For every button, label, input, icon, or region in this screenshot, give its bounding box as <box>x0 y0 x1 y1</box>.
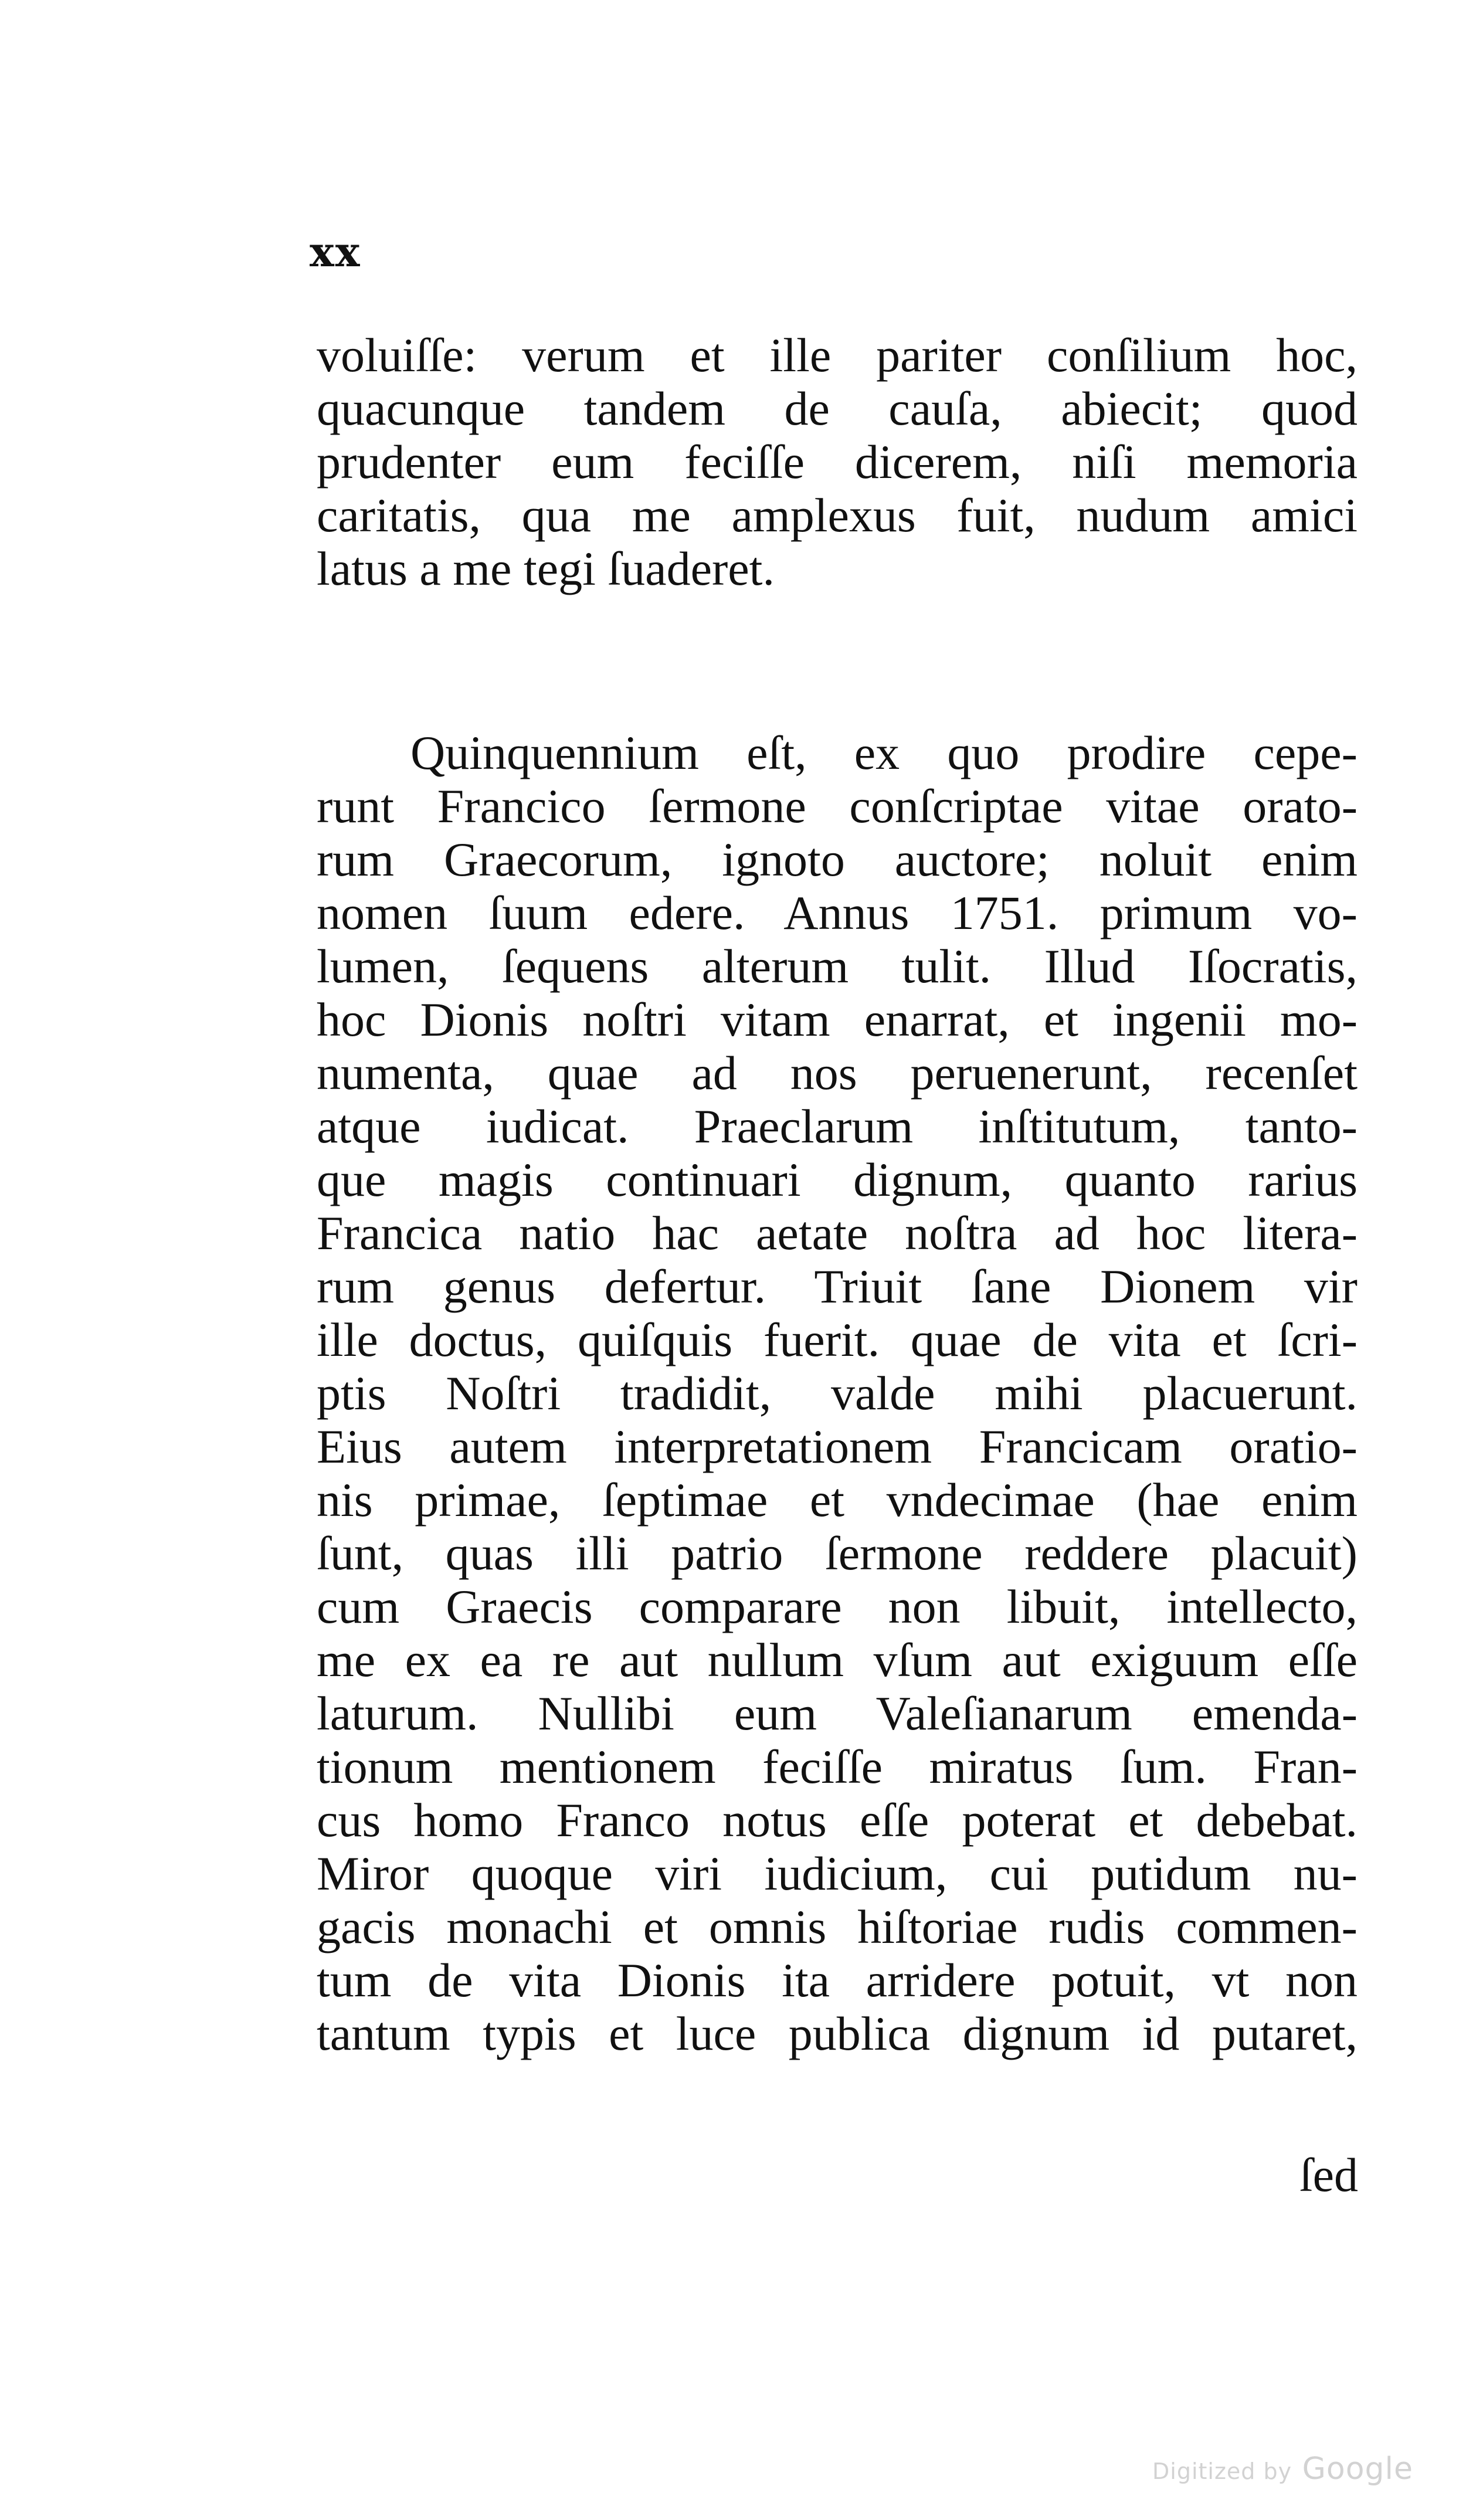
text-line: rum Graecorum, ignoto auctore; noluit enim <box>317 833 1358 886</box>
text-line: voluiſſe: verum et ille pariter conſilium hoc, <box>317 328 1358 382</box>
digitized-watermark <box>1152 2451 1413 2487</box>
text-line: nis primae, ſeptimae et vndecimae (hae enim <box>317 1473 1358 1527</box>
text-line: latus a me tegi ſuaderet. <box>317 542 775 595</box>
text-line: runt Francico ſermone conſcriptae vitae orato- <box>317 779 1358 833</box>
text-line: ille doctus, quiſquis fuerit. quae de vita et ſcri- <box>317 1313 1358 1366</box>
text-line: quacunque tandem de cauſa, abiecit; quod <box>317 382 1358 435</box>
page-number: xx <box>310 228 361 276</box>
text-line: Quinquennium eſt, ex quo prodire cepe- <box>410 726 1358 779</box>
catchword: ſed <box>1299 2148 1358 2202</box>
paragraph-2 <box>317 726 1358 2060</box>
text-line: caritatis, qua me amplexus fuit, nudum amici <box>317 489 1358 542</box>
text-line: me ex ea re aut nullum vſum aut exiguum eſſe <box>317 1633 1358 1687</box>
text-line: ptis Noſtri tradidit, valde mihi placuerunt. <box>317 1366 1358 1420</box>
text-line: tionum mentionem feciſſe miratus ſum. Fran- <box>317 1740 1358 1793</box>
text-line: que magis continuari dignum, quanto rarius <box>317 1153 1358 1206</box>
text-line: Miror quoque viri iudicium, cui putidum nu- <box>317 1847 1358 1900</box>
text-line: laturum. Nullibi eum Valeſianarum emenda- <box>317 1687 1358 1740</box>
text-line: Francica natio hac aetate noſtra ad hoc litera- <box>317 1206 1358 1260</box>
watermark-brand: Google <box>1302 2451 1413 2487</box>
watermark-prefix: Digitized by <box>1152 2458 1292 2484</box>
text-line: atque iudicat. Praeclarum inſtitutum, tanto- <box>317 1100 1358 1153</box>
paragraph-1 <box>317 328 1358 595</box>
text-line: lumen, ſequens alterum tulit. Illud Iſocratis, <box>317 940 1358 993</box>
text-line: tum de vita Dionis ita arridere potuit, vt non <box>317 1953 1358 2007</box>
text-line: tantum typis et luce publica dignum id putaret, <box>317 2007 1358 2060</box>
text-line: Eius autem interpretationem Francicam oratio- <box>317 1420 1358 1473</box>
text-line: hoc Dionis noſtri vitam enarrat, et ingenii mo- <box>317 993 1358 1046</box>
text-line: prudenter eum feciſſe dicerem, niſi memoria <box>317 435 1358 489</box>
text-line: gacis monachi et omnis hiſtoriae rudis commen- <box>317 1900 1358 1953</box>
text-line: ſunt, quas illi patrio ſermone reddere placuit) <box>317 1527 1358 1580</box>
text-line: cus homo Franco notus eſſe poterat et debebat. <box>317 1793 1358 1847</box>
text-line: cum Graecis comparare non libuit, intellecto, <box>317 1580 1358 1633</box>
text-line: numenta, quae ad nos peruenerunt, recenſet <box>317 1046 1358 1100</box>
text-line: nomen ſuum edere. Annus 1751. primum vo- <box>317 886 1358 940</box>
text-line: rum genus defertur. Triuit ſane Dionem vir <box>317 1260 1358 1313</box>
